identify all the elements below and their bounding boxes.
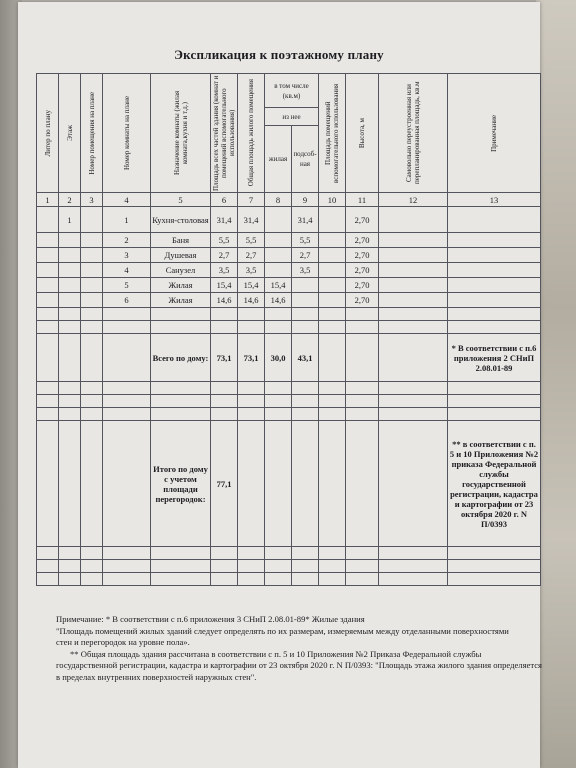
room-total-area: 2,7 xyxy=(238,248,265,263)
room-total-area: 5,5 xyxy=(238,233,265,248)
document-title: Экспликация к поэтажному плану xyxy=(174,47,384,62)
room-name: Жилая xyxy=(151,293,211,308)
room-name: Кухня-столовая xyxy=(151,207,211,233)
column-numbers-row xyxy=(37,193,541,207)
room-living-area: 15,4 xyxy=(265,278,292,293)
room-row xyxy=(37,278,541,293)
header-cell: Назначение комнаты (жилая комната,кухня и т.д.) xyxy=(151,74,211,193)
footnotes xyxy=(56,614,546,683)
header-cell: жилая xyxy=(265,126,292,193)
total2-area: 77,1 xyxy=(211,421,238,547)
room-aux-area: 2,7 xyxy=(292,248,319,263)
room-total-area: 31,4 xyxy=(238,207,265,233)
floor-cell xyxy=(59,263,81,278)
floor-cell xyxy=(59,233,81,248)
header-cell: подсоб-ная xyxy=(292,126,319,193)
room-name: Жилая xyxy=(151,278,211,293)
header-cell: Общая площадь жилого помещения xyxy=(238,74,265,193)
room-living-area xyxy=(265,263,292,278)
room-name: Баня xyxy=(151,233,211,248)
total-living: 30,0 xyxy=(265,334,292,382)
floor-cell: 1 xyxy=(59,207,81,233)
total-total: 73,1 xyxy=(238,334,265,382)
floor-cell xyxy=(59,278,81,293)
header-cell: Самовольно переустроенная или перепланированная площадь, кв.м xyxy=(379,74,448,193)
empty-row xyxy=(37,382,541,395)
column-number: 8 xyxy=(265,193,292,207)
room-area: 5,5 xyxy=(211,233,238,248)
room-height: 2,70 xyxy=(346,248,379,263)
footnote-line: ** Общая площадь здания рассчитана в соответствии с п. 5 и 10 Приложения №2 Приказа Федеральной службы xyxy=(70,648,482,659)
room-total-area: 14,6 xyxy=(238,293,265,308)
room-row xyxy=(37,263,541,278)
room-aux-area xyxy=(292,278,319,293)
column-number: 11 xyxy=(346,193,379,207)
room-height: 2,70 xyxy=(346,233,379,248)
header-cell: Этаж xyxy=(59,74,81,193)
room-area: 31,4 xyxy=(211,207,238,233)
room-height: 2,70 xyxy=(346,263,379,278)
total-note: * В соответствии с п.6 приложения 2 СНиП 2.08.01-89 xyxy=(448,334,541,382)
room-aux-area: 3,5 xyxy=(292,263,319,278)
empty-row xyxy=(37,308,541,321)
floor-cell xyxy=(59,248,81,263)
total-label: Всего по дому: xyxy=(151,334,211,382)
room-number: 4 xyxy=(103,263,151,278)
room-aux-area: 31,4 xyxy=(292,207,319,233)
empty-row xyxy=(37,573,541,586)
footnote-line: "Площадь помещений жилых зданий следует определять по их размерам, измеряемым между отделанными поверхностями xyxy=(56,625,509,636)
header-subgroup: из нее xyxy=(265,108,319,126)
room-area: 14,6 xyxy=(211,293,238,308)
header-cell: Высота, м xyxy=(346,74,379,193)
column-number: 9 xyxy=(292,193,319,207)
empty-row xyxy=(37,395,541,408)
empty-row xyxy=(37,560,541,573)
room-area: 2,7 xyxy=(211,248,238,263)
header-cell: Площадь всех частей здания (комнат и помещений вспомогательного использования) xyxy=(212,75,236,191)
room-row xyxy=(37,248,541,263)
room-row xyxy=(37,233,541,248)
room-living-area xyxy=(265,207,292,233)
column-number: 1 xyxy=(37,193,59,207)
empty-row xyxy=(37,321,541,334)
total-area: 73,1 xyxy=(211,334,238,382)
room-row xyxy=(37,207,541,233)
explication-table xyxy=(36,73,541,586)
column-number: 6 xyxy=(211,193,238,207)
empty-row xyxy=(37,547,541,560)
room-aux-area: 5,5 xyxy=(292,233,319,248)
room-living-area xyxy=(265,233,292,248)
header-cell: Площадь помещений вспомогательного использования xyxy=(319,74,346,193)
header-cell: Номер помещения на плане xyxy=(81,74,103,193)
column-number: 10 xyxy=(319,193,346,207)
floor-cell xyxy=(59,293,81,308)
room-height: 2,70 xyxy=(346,293,379,308)
header-cell: Номер комнаты на плане xyxy=(103,74,151,193)
header-cell: Литер по плану xyxy=(37,74,59,193)
document-page xyxy=(18,2,540,768)
room-living-area: 14,6 xyxy=(265,293,292,308)
total2-row xyxy=(37,421,541,547)
room-name: Санузел xyxy=(151,263,211,278)
room-number: 6 xyxy=(103,293,151,308)
room-number: 2 xyxy=(103,233,151,248)
empty-row xyxy=(37,408,541,421)
header-group: в том числе (кв.м) xyxy=(265,74,319,108)
column-number: 5 xyxy=(151,193,211,207)
column-number: 3 xyxy=(81,193,103,207)
header-row xyxy=(37,74,541,108)
footnote-line: государственной регистрации, кадастра и картографии от 23 октября 2020 г. N П/0393: "Площадь этажа жилого здания определяется xyxy=(56,660,542,670)
footnote-line: Примечание: * В соответствии с п.6 приложения 3 СНиП 2.08.01-89* Жилые здания xyxy=(56,614,365,624)
room-height: 2,70 xyxy=(346,278,379,293)
room-area: 3,5 xyxy=(211,263,238,278)
room-number: 1 xyxy=(103,207,151,233)
column-number: 7 xyxy=(238,193,265,207)
total2-label: Итого по дому с учетом площади перегородок: xyxy=(151,421,211,547)
room-number: 5 xyxy=(103,278,151,293)
footnote-line: стен и перегородок на уровне пола». xyxy=(56,637,190,647)
header-cell: Примечание xyxy=(448,74,541,193)
room-number: 3 xyxy=(103,248,151,263)
room-name: Душевая xyxy=(151,248,211,263)
total-row xyxy=(37,334,541,382)
total2-note: ** в соответствии с п. 5 и 10 Приложения №2 приказа Федеральной службы государственной регистрации, кадастра и картографии от 23 октября 2020 г. N П/0393 xyxy=(448,421,541,547)
column-number: 4 xyxy=(103,193,151,207)
column-number: 12 xyxy=(379,193,448,207)
room-aux-area xyxy=(292,293,319,308)
footnote-line: в пределах внутренних поверхностей наружных стен". xyxy=(56,671,257,682)
column-number: 2 xyxy=(59,193,81,207)
room-row xyxy=(37,293,541,308)
room-total-area: 15,4 xyxy=(238,278,265,293)
total-aux: 43,1 xyxy=(292,334,319,382)
room-area: 15,4 xyxy=(211,278,238,293)
room-living-area xyxy=(265,248,292,263)
room-height: 2,70 xyxy=(346,207,379,233)
room-total-area: 3,5 xyxy=(238,263,265,278)
column-number: 13 xyxy=(448,193,541,207)
